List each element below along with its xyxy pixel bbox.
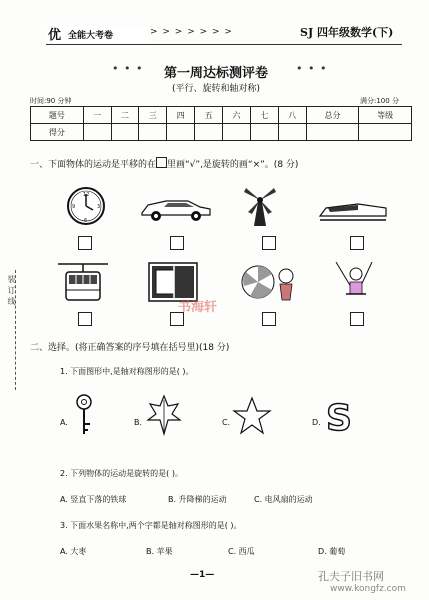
svg-text:12: 12 [83, 192, 90, 198]
score-input-row [31, 124, 412, 141]
score-header-cell: 七 [250, 107, 278, 124]
score-total-label: 满分:100 分 [360, 97, 399, 105]
time-label: 时间:90 分钟 [30, 97, 72, 105]
svg-text:6: 6 [84, 218, 88, 224]
clock-icon [66, 186, 106, 226]
car-icon [138, 195, 214, 223]
swing-kid-icon [332, 262, 376, 302]
q2-option-b: B. 升降梯的运动 [168, 495, 227, 504]
section2-heading: 二、选择。(将正确答案的序号填在括号里)(18 分) [30, 343, 230, 353]
watermark-center: 书海轩 [178, 300, 218, 315]
svg-text:优: 优 [48, 28, 62, 42]
svg-text:全能大考卷: 全能大考卷 [68, 31, 114, 41]
letter-s-icon [324, 398, 354, 434]
answer-box-fan[interactable] [262, 312, 276, 326]
title-deco-left: • • • [112, 62, 144, 75]
page-subtitle: (平行、旋转和轴对称) [171, 84, 261, 94]
q2-text: 2. 下列物体的运动是旋转的是( )。 [60, 469, 183, 478]
score-cell [167, 124, 195, 141]
q2-option-c: C. 电风扇的运动 [254, 495, 313, 504]
score-header-cell: 四 [167, 107, 195, 124]
score-table [30, 106, 412, 141]
q1-option-a-label: A. [60, 418, 68, 427]
score-cell [195, 124, 223, 141]
section1-heading-tail: 里画“√”,是旋转的画“×”。(8 分) [167, 160, 299, 170]
svg-text:9: 9 [72, 204, 76, 210]
score-cell [278, 124, 306, 141]
train-icon [318, 198, 388, 224]
header-divider [46, 44, 402, 45]
score-header-cell: 六 [223, 107, 251, 124]
page-number: —1— [190, 570, 215, 580]
windmill-icon [240, 184, 280, 228]
watermark-url: www.kongfz.com [330, 584, 406, 594]
answer-box-windmill[interactable] [262, 236, 276, 250]
q3-option-a: A. 大枣 [60, 547, 87, 556]
binding-label: 装订线 [7, 275, 16, 308]
score-row-label: 得分 [31, 124, 84, 141]
fan-kid-icon [240, 262, 300, 302]
score-cell [250, 124, 278, 141]
q3-option-c: C. 西瓜 [228, 547, 255, 556]
score-cell [223, 124, 251, 141]
svg-text:S: S [326, 398, 352, 434]
title-deco-right: • • • [296, 62, 328, 75]
logo [46, 26, 146, 42]
answer-box-swing[interactable] [350, 312, 364, 326]
section1-heading [30, 157, 298, 170]
score-header-cell: 一 [83, 107, 111, 124]
q3-option-b: B. 苹果 [146, 547, 173, 556]
page-title: 第一周达标测评卷 [163, 66, 268, 81]
score-header-cell: 八 [278, 107, 306, 124]
q2-option-a: A. 竖直下落的铁球 [60, 495, 127, 504]
score-header-row [31, 107, 412, 124]
answer-box-car[interactable] [170, 236, 184, 250]
key-icon [72, 394, 96, 436]
score-header-cell: 题号 [31, 107, 84, 124]
answer-box-cable-car[interactable] [78, 312, 92, 326]
score-cell [359, 124, 412, 141]
leaf-icon [146, 394, 182, 436]
svg-text:3: 3 [97, 204, 101, 210]
answer-box-train[interactable] [350, 236, 364, 250]
q3-option-d: D. 葡萄 [318, 547, 346, 556]
score-header-cell: 总分 [306, 107, 359, 124]
cable-car-icon [58, 260, 108, 302]
score-cell [139, 124, 167, 141]
answer-box-clock[interactable] [78, 236, 92, 250]
section1-heading-text: 一、下面物体的运动是平移的在 [30, 160, 157, 170]
score-cell [83, 124, 111, 141]
q1-text: 1. 下面图形中,是轴对称图形的是( )。 [60, 367, 194, 376]
q3-text: 3. 下面水果名称中,两个字都是轴对称图形的是( )。 [60, 521, 242, 530]
score-header-cell: 三 [139, 107, 167, 124]
header-arrows: > > > > > > > [150, 27, 233, 37]
score-cell [111, 124, 139, 141]
q1-option-c-label: C. [222, 418, 231, 427]
score-header-cell: 五 [195, 107, 223, 124]
score-cell [306, 124, 359, 141]
watermark-bottom: 孔夫子旧书网 [318, 570, 384, 583]
score-header-cell: 二 [111, 107, 139, 124]
book-title: SJ 四年级数学(下) [300, 26, 394, 39]
star-icon [232, 396, 272, 436]
score-header-cell: 等级 [359, 107, 412, 124]
q1-option-b-label: B. [134, 418, 143, 427]
inline-box-icon [156, 157, 167, 168]
q1-option-d-label: D. [312, 418, 321, 427]
